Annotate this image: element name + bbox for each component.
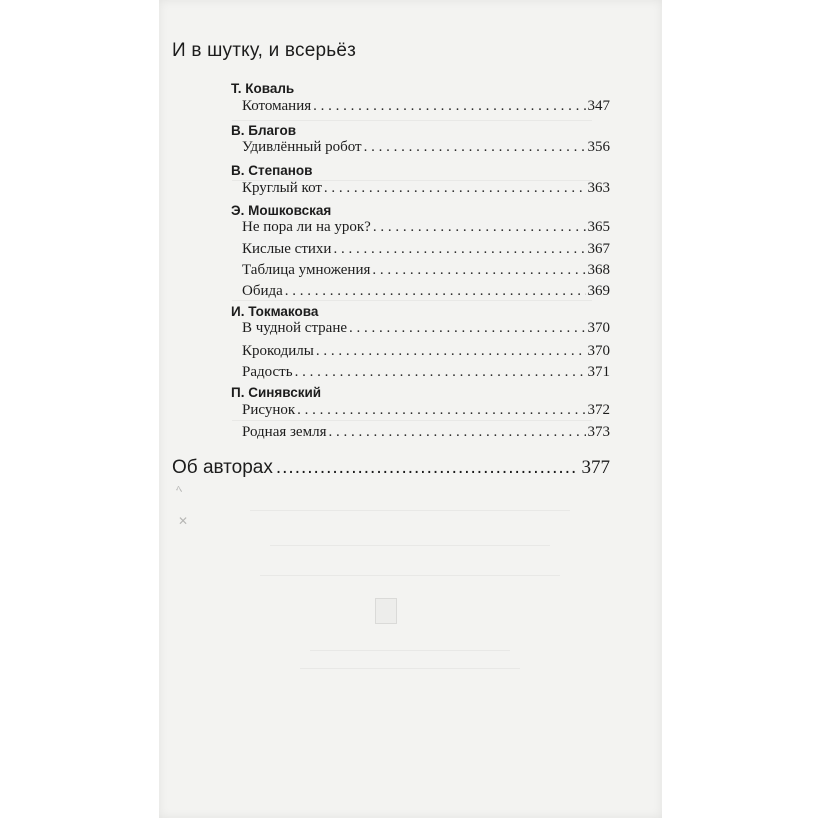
work-title: Таблица умножения <box>242 262 371 278</box>
dot-leader <box>372 262 585 279</box>
show-through-line <box>232 420 592 421</box>
section-title: И в шутку, и всерьёз <box>172 40 357 61</box>
dot-leader <box>333 241 585 258</box>
show-through-line <box>250 510 570 511</box>
dot-leader <box>313 98 585 115</box>
margin-mark: ﾍ <box>176 482 183 496</box>
dot-leader <box>349 320 585 337</box>
toc-entry <box>242 262 610 279</box>
work-title: Крокодилы <box>242 343 314 359</box>
page-number: 365 <box>587 219 610 235</box>
work-title: Рисунок <box>242 402 296 418</box>
dot-leader <box>328 424 585 441</box>
about-authors-entry <box>172 457 610 479</box>
toc-entry <box>242 283 610 300</box>
work-title: Не пора ли на урок? <box>242 219 371 235</box>
dot-leader <box>285 283 586 300</box>
work-title: В чудной стране <box>242 320 348 336</box>
toc-entry <box>242 219 610 236</box>
work-title: Кислые стихи <box>242 241 332 257</box>
dot-leader <box>297 402 585 419</box>
author-name: В. Благов <box>231 123 297 138</box>
dot-leader <box>364 139 586 156</box>
show-through-line <box>300 668 520 669</box>
page-number: 370 <box>587 320 610 336</box>
toc-entry <box>242 364 610 381</box>
page-number: 363 <box>587 180 610 196</box>
publisher-emblem-show-through <box>375 598 397 624</box>
work-title: Удивлённый робот <box>242 139 362 155</box>
toc-entry <box>242 424 610 441</box>
work-title: Родная земля <box>242 424 327 440</box>
dot-leader <box>316 343 586 360</box>
dot-leader <box>295 364 586 381</box>
show-through-line <box>232 300 592 301</box>
toc-entry <box>242 139 610 156</box>
dot-leader <box>324 180 586 197</box>
page-number: 368 <box>587 262 610 278</box>
page-number: 371 <box>587 364 610 380</box>
toc-entry <box>242 241 610 258</box>
margin-mark: ✕ <box>178 514 189 528</box>
show-through-line <box>232 120 592 121</box>
about-authors-title: Об авторах <box>172 457 273 478</box>
about-authors-page: 377 <box>581 457 610 478</box>
author-name: И. Токмакова <box>231 304 319 319</box>
toc-entry <box>242 402 610 419</box>
page-number: 356 <box>587 139 610 155</box>
page-number: 347 <box>587 98 610 114</box>
toc-entry <box>242 320 610 337</box>
dot-leader <box>276 457 579 479</box>
work-title: Круглый кот <box>242 180 322 196</box>
author-name: Э. Мошковская <box>231 203 332 218</box>
author-name: П. Синявский <box>231 385 322 400</box>
author-name: Т. Коваль <box>231 81 295 96</box>
page-number: 373 <box>587 424 610 440</box>
page-number: 367 <box>587 241 610 257</box>
show-through-line <box>310 650 510 651</box>
show-through-line <box>270 545 550 546</box>
page-number: 372 <box>587 402 610 418</box>
dot-leader <box>373 219 586 236</box>
work-title: Радость <box>242 364 293 380</box>
page-number: 369 <box>587 283 610 299</box>
toc-entry <box>242 180 610 197</box>
show-through-line <box>260 575 560 576</box>
work-title: Котомания <box>242 98 312 114</box>
author-name: В. Степанов <box>231 163 313 178</box>
page-number: 370 <box>587 343 610 359</box>
toc-entry <box>242 98 610 115</box>
toc-entry <box>242 343 610 360</box>
work-title: Обида <box>242 283 283 299</box>
